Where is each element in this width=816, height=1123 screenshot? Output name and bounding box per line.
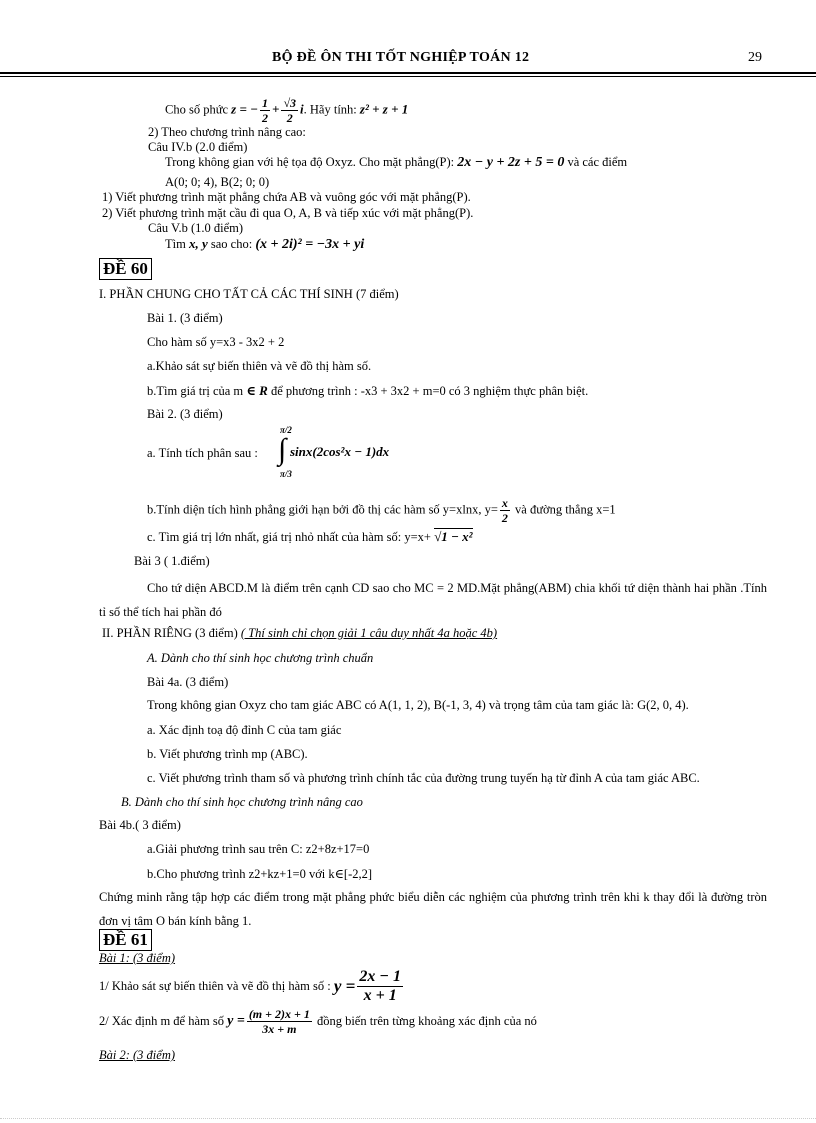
integral-expression bbox=[276, 425, 416, 483]
complex-intro: Cho số phức bbox=[165, 102, 229, 117]
proof-text: Chứng minh rằng tập hợp các điểm trong mặt phẳng phức biểu diễn các nghiệm của phương trình trên khi k thay đổi là đường tròn đơn vị tâm O bán kính bằng 1. bbox=[99, 890, 767, 928]
section-a: A. Dành cho thí sinh học chương trình chuẩn bbox=[147, 651, 374, 665]
task-1: 1) Viết phương trình mặt phẳng chứa AB và vuông góc với mặt phẳng(P). bbox=[102, 190, 471, 204]
advanced-program: 2) Theo chương trình nâng cao: bbox=[148, 125, 306, 139]
bai-4a-heading: Bài 4a. (3 điểm) bbox=[147, 675, 229, 689]
bai-2a: a. Tính tích phân sau : bbox=[147, 446, 258, 460]
bai-4b-b: b.Cho phương trình z2+kz+1=0 với k∈[-2,2] bbox=[147, 867, 373, 881]
integral-lower-limit: π/3 bbox=[280, 469, 292, 479]
de61-bai-1-heading: Bài 1: (3 điểm) bbox=[99, 951, 176, 965]
question-5b: Câu V.b (1.0 điểm) bbox=[148, 221, 244, 235]
bai-4a-c: c. Viết phương trình tham số và phương trình chính tắc của đường trung tuyến hạ từ đỉnh A của tam giác ABC. bbox=[147, 771, 700, 785]
page-bottom-border bbox=[0, 1118, 816, 1119]
bai-4a-a: a. Xác định toạ độ đỉnh C của tam giác bbox=[147, 723, 342, 737]
complex-number-line: Cho số phức z = − $\frac{1}{2}$ + $\frac{√3}{2}$ i. Hãy tính: z² + z + 1 bbox=[165, 96, 409, 125]
plane-equation: 2x − y + 2z + 5 = 0 bbox=[457, 155, 565, 170]
integral-upper-limit: π/2 bbox=[280, 425, 292, 435]
space-intro-line: Trong không gian với hệ tọa độ Oxyz. Cho mặt phẳng(P): 2x − y + 2z + 5 = 0 và các điểm bbox=[165, 155, 628, 170]
question-4b: Câu IV.b (2.0 điểm) bbox=[148, 140, 248, 154]
bai-4a-b: b. Viết phương trình mp (ABC). bbox=[147, 747, 308, 761]
de61-task-2: 2/ Xác định m để hàm số y = $\frac{(m + 2)x + 1}{3x + m}$ đồng biến trên từng khoảng xác định của nó bbox=[99, 1007, 537, 1036]
integral-body: sinx(2cos²x − 1)dx bbox=[290, 444, 390, 459]
task-2: 2) Viết phương trình mặt cầu đi qua O, A, B và tiếp xúc với mặt phẳng(P). bbox=[102, 206, 474, 220]
bai-2b: b.Tính diện tích hình phẳng giới hạn bởi đồ thị các hàm số y=xlnx, y= $\frac{x}{2}$ và đường thẳng x=1 bbox=[147, 496, 616, 525]
complex-z: z = − bbox=[231, 101, 259, 117]
de61-task-1: 1/ Khảo sát sự biến thiên và vẽ đồ thị hàm số : y = $\frac{2x - 1}{x + 1}$ bbox=[99, 968, 402, 1004]
bai-4b-a: a.Giải phương trình sau trên C: z2+8z+17=0 bbox=[147, 842, 370, 856]
section-b: B. Dành cho thí sinh học chương trình nâng cao bbox=[121, 795, 363, 809]
fraction-task-2: $\frac{(m + 2)x + 1}{3x + m}$ bbox=[248, 1007, 310, 1036]
fraction-x-over-2: $\frac{x}{2}$ bbox=[501, 496, 508, 525]
page-header bbox=[0, 48, 816, 76]
header-rule bbox=[0, 72, 816, 74]
bai-1-function: Cho hàm số y=x3 - 3x2 + 2 bbox=[147, 335, 285, 349]
bai-1-heading: Bài 1. (3 điểm) bbox=[147, 311, 223, 325]
header-title: BỘ ĐỀ ÔN THI TỐT NGHIỆP TOÁN 12 bbox=[272, 50, 530, 65]
find-xy-line: Tìm x, y sao cho: (x + 2i)² = −3x + yi bbox=[165, 236, 365, 252]
de61-bai-2-heading: Bài 2: (3 điểm) bbox=[99, 1048, 176, 1062]
fraction-task-1: $\frac{2x - 1}{x + 1}$ bbox=[359, 968, 402, 1004]
exam-60-label: ĐỀ 60 bbox=[99, 258, 152, 280]
bai-4b-heading: Bài 4b.( 3 điểm) bbox=[99, 818, 181, 832]
bai-2-heading: Bài 2. (3 điểm) bbox=[147, 407, 223, 421]
part-2-note: ( Thí sinh chỉ chọn giải 1 câu duy nhất 4a hoặc 4b) bbox=[240, 626, 498, 640]
bai-4a-text: Trong không gian Oxyz cho tam giác ABC có A(1, 1, 2), B(-1, 3, 4) và trọng tâm của tam giác là: G(2, 0, 4). bbox=[147, 698, 689, 712]
complex-ask: . Hãy tính: bbox=[303, 102, 357, 117]
integral-sign: ∫ bbox=[278, 433, 287, 466]
complex-expression: z² + z + 1 bbox=[359, 101, 409, 117]
part-1-heading: I. PHẦN CHUNG CHO TẤT CẢ CÁC THÍ SINH (7 điểm) bbox=[99, 287, 399, 301]
header-rule-thin bbox=[0, 76, 816, 77]
fraction-one-half: $\frac{1}{2}$ bbox=[262, 96, 269, 125]
find-equation: (x + 2i)² = −3x + yi bbox=[255, 237, 365, 252]
page-number: 29 bbox=[748, 50, 762, 65]
points-ab: A(0; 0; 4), B(2; 0; 0) bbox=[165, 175, 270, 189]
exam-61-label: ĐỀ 61 bbox=[99, 929, 152, 951]
bai-1a: a.Khảo sát sự biến thiên và vẽ đồ thị hàm số. bbox=[147, 359, 372, 373]
bai-2c: c. Tìm giá trị lớn nhất, giá trị nhỏ nhất của hàm số: y=x+ √1 − x² bbox=[147, 529, 473, 544]
fraction-sqrt3-half: $\frac{√3}{2}$ bbox=[283, 96, 297, 125]
bai-1b: b.Tìm giá trị của m ∈ R để phương trình : -x3 + 3x2 + m=0 có 3 nghiệm thực phân biệt. bbox=[147, 383, 589, 398]
part-2-heading: II. PHẦN RIÊNG (3 điểm) ( Thí sinh chỉ chọn giải 1 câu duy nhất 4a hoặc 4b) bbox=[102, 626, 498, 640]
bai-3-text: Cho tứ diện ABCD.M là điểm trên cạnh CD sao cho MC = 2 MD.Mặt phẳng(ABM) chia khối tứ diện thành hai phần .Tính tỉ số thể tích hai phần đó bbox=[99, 581, 767, 619]
bai-3-heading: Bài 3 ( 1.điểm) bbox=[134, 554, 210, 568]
